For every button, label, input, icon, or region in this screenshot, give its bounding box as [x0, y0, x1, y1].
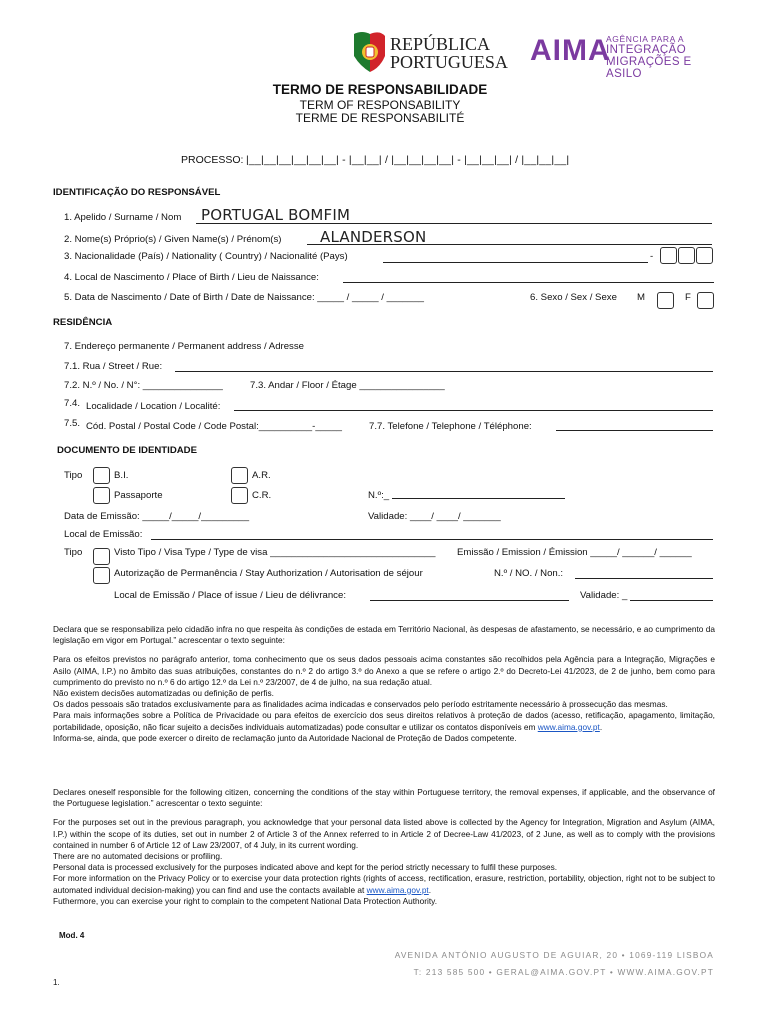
declaration-pt-complaint: Informa-se, ainda, que pode exercer o direito de reclamação junto da Autoridade Nacional de Proteção de Dados competente. — [53, 732, 517, 743]
aima-wordmark: AIMA — [530, 34, 611, 67]
locality-field[interactable] — [234, 398, 713, 411]
nationality-code-box-2[interactable] — [678, 247, 695, 264]
form-model: Mod. 4 — [59, 931, 85, 940]
declaration-en-purpose: For the purposes set out in the previous paragraph, you acknowledge that your personal data listed above is collected by the Agency for Integration, Migration and Asylum (AIMA, I.P.) within the scope of its duties, set out in number 2 of Article 3 of the Annex referred to in Article 2 of Decree-Law 41/2023, of 2 June, as well as to comply with the provisions contained in number 6 of Article 12 of Law 23/2007, of 4 July, in its current wording. — [53, 817, 715, 850]
nationality-code-box-3[interactable] — [696, 247, 713, 264]
declaration-pt-no-automation: Não existem decisões automatizadas ou definição de perfis. — [53, 688, 274, 699]
street-field[interactable] — [175, 359, 713, 372]
surname-value: PORTUGAL BOMFIM — [201, 206, 351, 224]
nationality-label: 3. Nacionalidade (País) / Nationality ( Country) / Nacionalité (Pays) — [64, 251, 348, 262]
issue-place-field[interactable] — [151, 527, 713, 540]
aima-website-link-en[interactable]: www.aima.gov.pt — [366, 884, 429, 895]
postal-code-label[interactable]: Cód. Postal / Postal Code / Code Postal:__________-_____ — [86, 421, 343, 432]
declaration-en-complaint: Futhermore, you can exercise your right to complain to the competent National Data Protection Authority. — [53, 895, 438, 906]
tipo2-label: Tipo — [64, 547, 83, 558]
declaration-pt-retention: Os dados pessoais são tratados exclusivamente para as finalidades acima indicadas e conservados pelo período estritamente necessário à prossecução das mesmas. — [53, 699, 668, 710]
portugal-emblem-icon — [352, 30, 386, 76]
document-number-field[interactable] — [392, 486, 565, 499]
republica-line2: PORTUGUESA — [390, 52, 508, 72]
visa-emission-label[interactable]: Emissão / Emission / Émission _____/ ______/ ______ — [457, 547, 692, 558]
title-en: TERM OF RESPONSABILITY — [299, 98, 461, 112]
declaration-pt-privacy-end: . — [599, 721, 603, 732]
ar-label: A.R. — [252, 470, 271, 481]
aima-logo — [530, 32, 720, 80]
issue-place-label: Local de Emissão: — [64, 529, 143, 540]
declaration-pt-intro: Declara que se responsabiliza pelo cidadão infra no que respeita às condições de estada em Território Nacional, às despesas de afastamento, se necessário, e ao cumprimento da legislação em vigor em Portugal.” acrescentar o texto seguinte: — [53, 624, 715, 646]
declaration-en-privacy-text: For more information on the Privacy Policy or to exercise your data protection rights (rights of access, rectification, erasure, restriction, portability, objection, right not to be subject to automated individual decision-making) you can find and use the contacts available at — [53, 873, 715, 895]
stay-authorization-checkbox[interactable] — [93, 567, 110, 584]
title-pt: TERMO DE RESPONSABILIDADE — [272, 82, 488, 97]
nationality-field[interactable] — [383, 250, 648, 263]
sex-label: 6. Sexo / Sex / Sexe — [530, 292, 617, 303]
phone-field[interactable] — [556, 418, 713, 431]
document-number-label: N.º:_ — [368, 490, 390, 501]
place-of-issue-field[interactable] — [370, 588, 569, 601]
declaration-en-retention: Personal data is processed exclusively for the purposes indicated above and kept for the period strictly necessary to fulfil these purposes. — [53, 862, 558, 873]
sex-f-checkbox[interactable] — [697, 292, 714, 309]
tipo-label: Tipo — [64, 470, 83, 481]
bi-checkbox[interactable] — [93, 467, 110, 484]
footer-contacts: T: 213 585 500 • GERAL@AIMA.GOV.PT • WWW.AIMA.GOV.PT — [413, 967, 714, 977]
republica-portuguesa-logo — [352, 30, 508, 76]
declaration-pt-privacy — [53, 710, 715, 732]
passaporte-checkbox[interactable] — [93, 487, 110, 504]
ar-checkbox[interactable] — [231, 467, 248, 484]
bi-label: B.I. — [114, 470, 129, 481]
section-documento-heading: DOCUMENTO DE IDENTIDADE — [57, 445, 198, 456]
issue-date-label[interactable]: Data de Emissão: _____/_____/_________ — [64, 511, 250, 522]
validity2-field[interactable] — [630, 588, 713, 601]
phone-label: 7.7. Telefone / Telephone / Téléphone: — [369, 421, 532, 432]
visa-checkbox[interactable] — [93, 548, 110, 565]
sex-f-label: F — [685, 292, 691, 303]
declaration-en-intro: Declares oneself responsible for the following citizen, concerning the conditions of the stay within Portuguese territory, the removal expenses, if applicable, and the observance of the Portuguese legislation.” acrescentar o texto seguinte: — [53, 787, 715, 809]
house-number-label[interactable]: 7.2. N.º / No. / N°: _______________ — [64, 380, 223, 391]
stay-number-label: N.º / NO. / Non.: — [494, 568, 564, 579]
sex-m-label: M — [637, 292, 645, 303]
stay-authorization-label: Autorização de Permanência / Stay Authorization / Autorisation de séjour — [114, 568, 423, 579]
locality-label: Localidade / Location / Localité: — [86, 401, 221, 412]
declaration-pt-privacy-text: Para mais informações sobre a Política de Privacidade ou para efeitos de exercício dos seus direitos relativos à proteção de dados (acesso, retificação, apagamento, limitação, portabilidade, oposição, não ficar sujeito a decisões individuais automatizadas) pode consultar e utilizar os contatos disponíveis em — [53, 710, 715, 732]
validity-label[interactable]: Validade: ____/ ____/ _______ — [368, 511, 501, 522]
page-number: 1. — [53, 978, 60, 987]
aima-website-link-pt[interactable]: www.aima.gov.pt — [537, 721, 600, 732]
given-name-value: ALANDERSON — [320, 228, 427, 246]
declaration-en-privacy — [53, 873, 715, 895]
nationality-dash: - — [650, 251, 654, 262]
given-name-label: 2. Nome(s) Próprio(s) / Given Name(s) / Prénom(s) — [64, 234, 282, 245]
postal-number: 7.5. — [64, 418, 81, 429]
birthplace-label: 4. Local de Nascimento / Place of Birth / Lieu de Naissance: — [64, 272, 319, 283]
floor-label[interactable]: 7.3. Andar / Floor / Étage ________________ — [250, 380, 445, 391]
declaration-pt-purpose: Para os efeitos previstos no parágrafo anterior, toma conhecimento que os seus dados pessoais acima constantes são recolhidos pela Agência para a Integração, Migrações e Asilo (AIMA, I.P.) no âmbito das suas atribuições, constantes do n.º 2 do artigo 3.º do Anexo a que se refere o artigo 2.º do Decreto-Lei 41/2023, de 2 de junho, bem como para cumprimento do previsto no n.º 6 do artigo 12.º da Lei n.º 23/2007, de 4 de julho, na sua redação atual. — [53, 654, 715, 687]
visa-type-label[interactable]: Visto Tipo / Visa Type / Type de visa _______________________________ — [114, 547, 436, 558]
cr-checkbox[interactable] — [231, 487, 248, 504]
aima-line1: AGÊNCIA PARA A — [606, 34, 685, 44]
sex-m-checkbox[interactable] — [657, 292, 674, 309]
nationality-code-box-1[interactable] — [660, 247, 677, 264]
cr-label: C.R. — [252, 490, 272, 501]
validity2-label: Validade: _ — [580, 590, 628, 601]
street-label: 7.1. Rua / Street / Rue: — [64, 361, 163, 372]
declaration-en — [53, 787, 715, 907]
declaration-en-privacy-end: . — [428, 884, 432, 895]
declaration-en-no-automation: There are no automated decisions or profiling. — [53, 851, 223, 862]
aima-line2: INTEGRAÇÃO — [606, 44, 687, 56]
birthplace-field[interactable] — [343, 270, 714, 283]
place-of-issue-label: Local de Emissão / Place of issue / Lieu de délivrance: — [114, 590, 346, 601]
stay-number-field[interactable] — [575, 566, 713, 579]
aima-line3: MIGRAÇÕES E ASILO — [606, 56, 692, 80]
declaration-pt — [53, 624, 715, 744]
surname-label: 1. Apelido / Surname / Nom — [64, 212, 182, 223]
footer-address: AVENIDA ANTÓNIO AUGUSTO DE AGUIAR, 20 • 1069-119 LISBOA — [394, 950, 714, 960]
section-responsavel-heading: IDENTIFICAÇÃO DO RESPONSÁVEL — [53, 187, 221, 198]
birthdate-label[interactable]: 5. Data de Nascimento / Date of Birth / Date de Naissance: _____ / _____ / _______ — [64, 292, 424, 303]
passaporte-label: Passaporte — [114, 490, 163, 501]
republica-line1: REPÚBLICA — [390, 34, 491, 54]
processo-label: PROCESSO: — [181, 154, 244, 166]
processo-number-field[interactable]: |__|__|__|__|__|__| - |__|__| / |__|__|__|__| - |__|__|__| / |__|__|__| — [246, 154, 570, 166]
section-residencia-heading: RESIDÊNCIA — [53, 317, 113, 328]
address-label: 7. Endereço permanente / Permanent address / Adresse — [64, 341, 304, 352]
title-fr: TERME DE RESPONSABILITÉ — [295, 111, 465, 125]
locality-number: 7.4. — [64, 398, 81, 409]
